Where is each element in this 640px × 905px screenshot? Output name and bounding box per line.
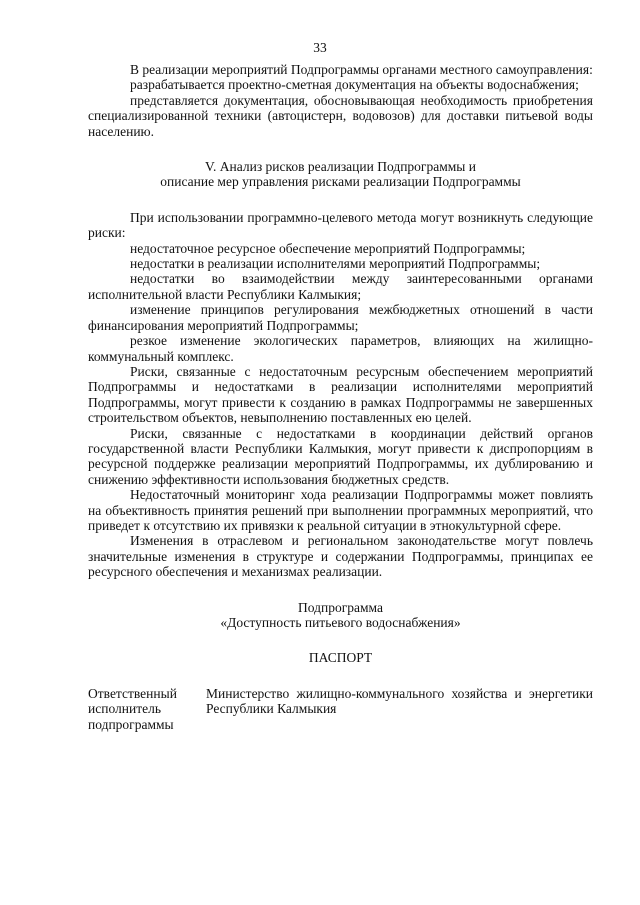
document-body xyxy=(88,62,593,732)
risk-paragraph: резкое изменение экологических параметров, влияющих на жилищно-коммунальный комплекс. xyxy=(88,333,593,364)
risk-paragraph: Риски, связанные с недостатками в координации действий органов государственной власти Республики Калмыкия, могут привести к диспропорциям в ресурсной поддержке реализации мероприятий Подпрограммы, их дублированию и снижению эффективности использования бюджетных средств. xyxy=(88,425,593,487)
passport-row-label: Ответственный исполнитель подпрограммы xyxy=(88,685,177,732)
risk-paragraph: недостатки во взаимодействии между заинтересованными органами исполнительной власти Республики Калмыкия; xyxy=(88,271,593,302)
risk-paragraph: изменение принципов регулирования межбюджетных отношений в части финансирования мероприятий Подпрограммы; xyxy=(88,302,593,333)
risk-paragraph: Изменения в отраслевом и региональном законодательстве могут повлечь значительные изменения в структуре и содержании Подпрограммы, принципах ее ресурсного обеспечения и механизмах реализации. xyxy=(88,533,593,580)
intro-paragraph: В реализации мероприятий Подпрограммы органами местного самоуправления: xyxy=(130,62,593,77)
subprogram-name: «Доступность питьевого водоснабжения» xyxy=(220,615,461,630)
passport-title: ПАСПОРТ xyxy=(308,650,373,666)
section-heading-line-1: V. Анализ рисков реализации Подпрограммы и xyxy=(205,159,476,175)
risk-paragraph: При использовании программно-целевого метода могут возникнуть следующие риски: xyxy=(88,209,593,241)
passport-row xyxy=(88,686,593,732)
intro-paragraph: разрабатывается проектно-сметная документация на объекты водоснабжения; xyxy=(130,77,579,93)
risk-paragraph: недостаточное ресурсное обеспечение мероприятий Подпрограммы; xyxy=(130,240,526,256)
passport-row-value: Министерство жилищно-коммунального хозяйства и энергетики Республики Калмыкия xyxy=(206,685,593,717)
section-heading-line-2: описание мер управления рисками реализации Подпрограммы xyxy=(160,174,521,190)
risk-paragraph: Недостаточный мониторинг хода реализации Подпрограммы может повлиять на объективность принятия решений при выполнении программных мероприятий, что приведет к отсутствию их привязки к реальной ситуации в этнокультурной сфере. xyxy=(88,487,593,533)
subprogram-label: Подпрограмма xyxy=(298,599,383,615)
page-number: 33 xyxy=(313,40,327,55)
risk-paragraph: Риски, связанные с недостаточным ресурсным обеспечением мероприятий Подпрограммы и недостатками в реализации исполнителями мероприятий Подпрограммы, могут привести к созданию в рамках Подпрограммы не завершенных строительством объектов, невыполнению поставленных ею целей. xyxy=(88,363,593,426)
intro-paragraph: представляется документация, обосновывающая необходимость приобретения специализированной техники (автоцистерн, водовозов) для доставки питьевой воды населению. xyxy=(88,92,593,139)
risk-paragraph: недостатки в реализации исполнителями мероприятий Подпрограммы; xyxy=(130,256,541,272)
